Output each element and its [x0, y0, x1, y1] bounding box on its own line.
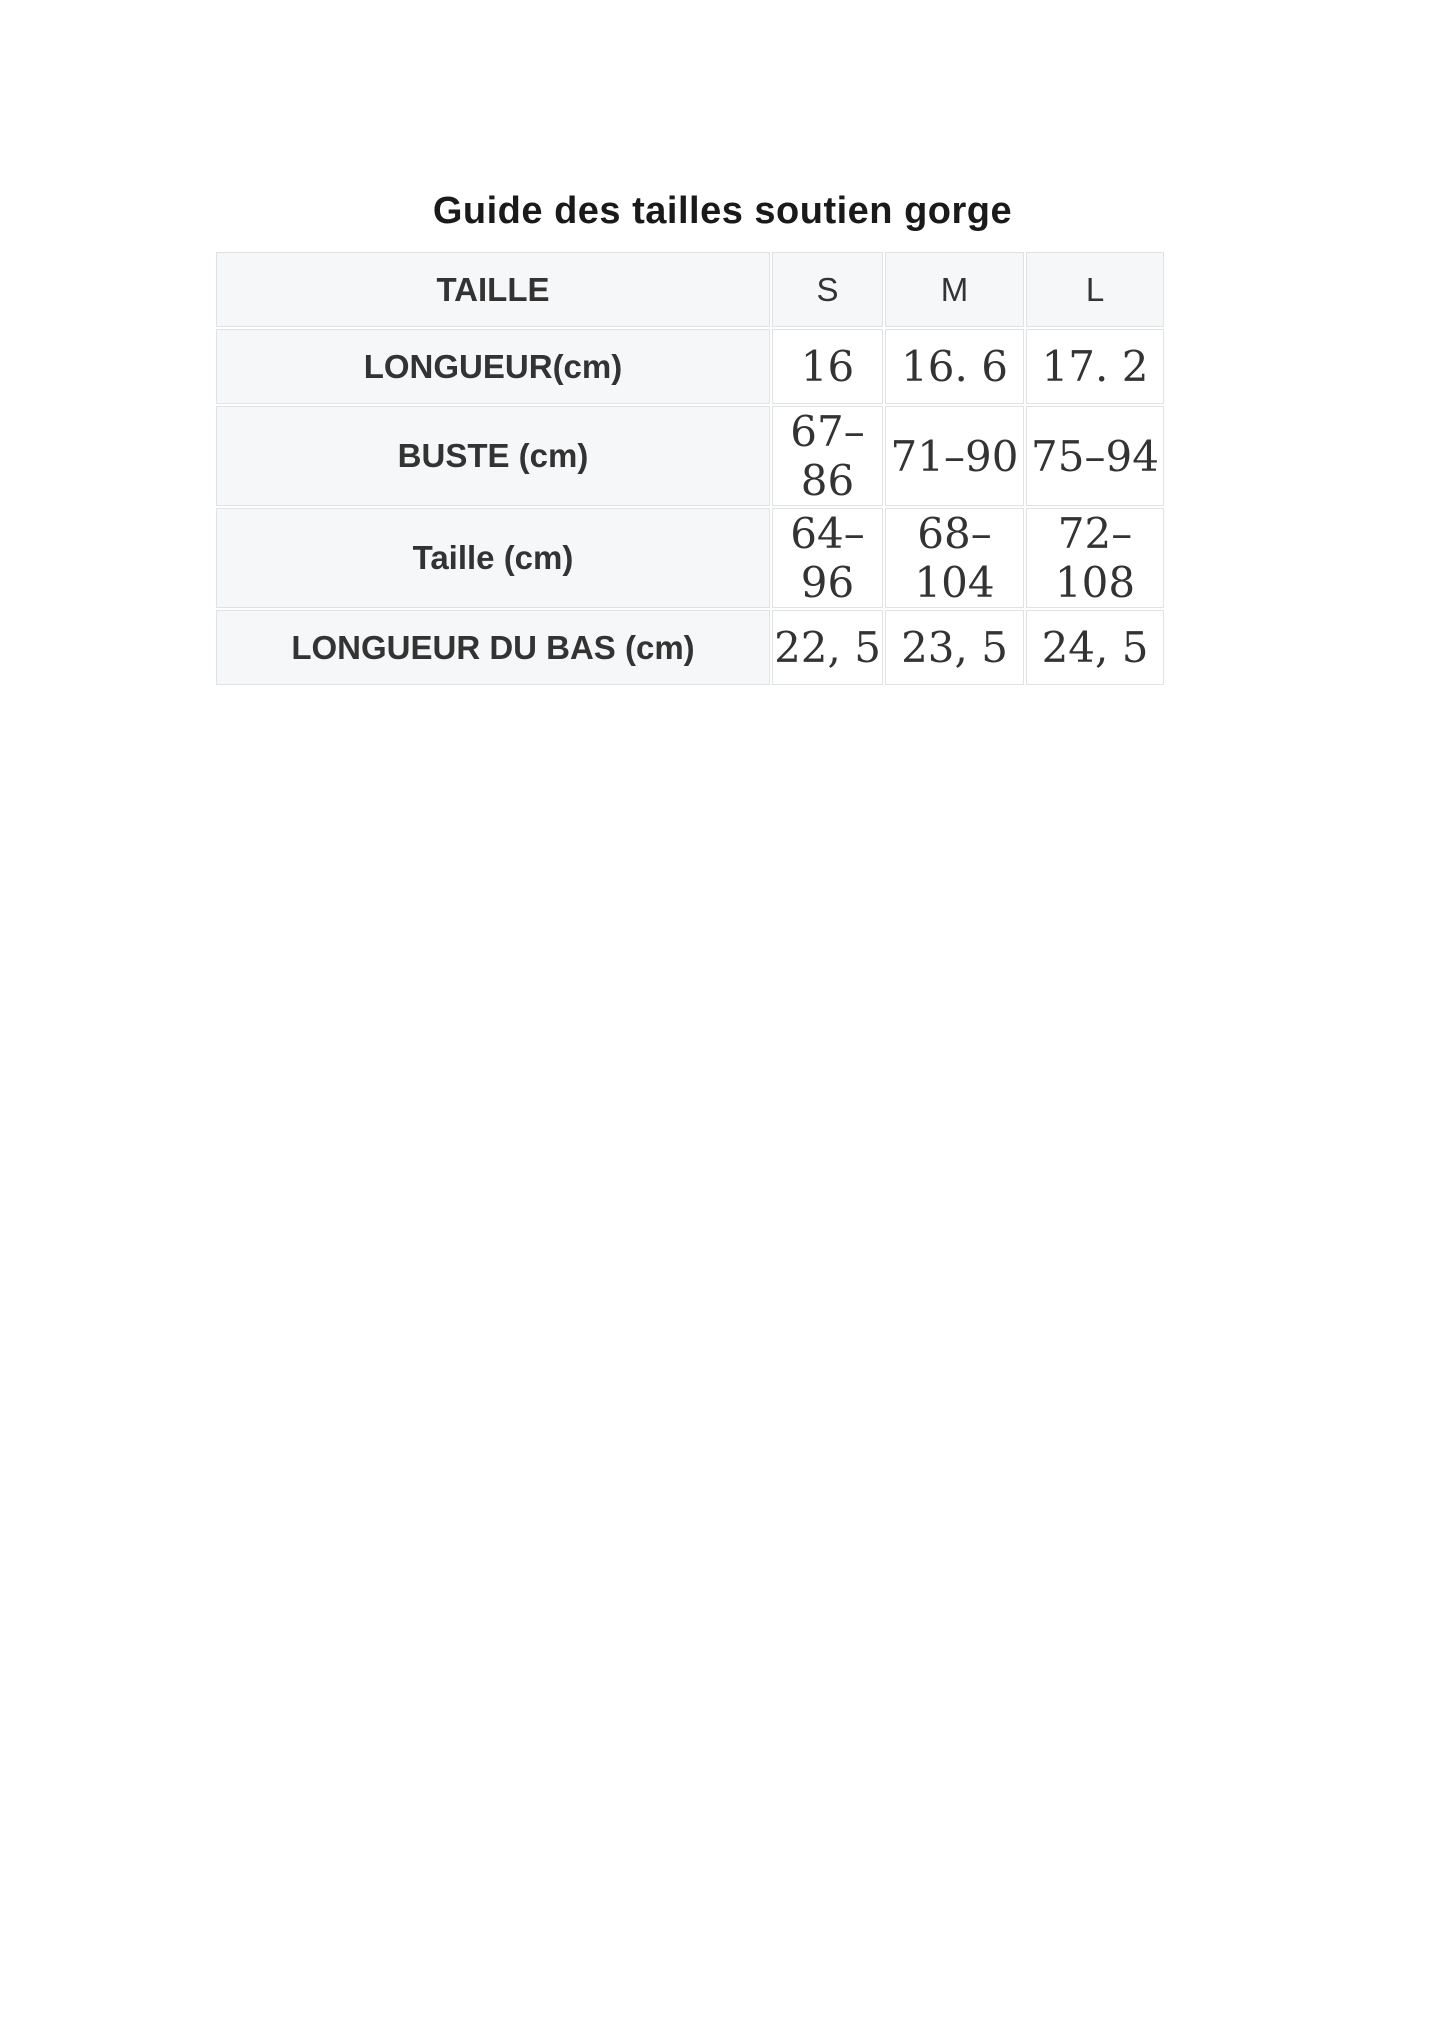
measurement-value: 64–96 [772, 508, 883, 608]
size-column-header-m: M [885, 252, 1024, 327]
measurement-value: 71–90 [885, 406, 1024, 506]
measurement-value: 16 [772, 329, 883, 404]
measurement-value: 67–86 [772, 406, 883, 506]
size-chart-header-row [216, 252, 1164, 327]
measurement-value: 75–94 [1026, 406, 1164, 506]
size-chart-row [216, 508, 1164, 608]
measurement-value: 24, 5 [1026, 610, 1164, 685]
measurement-value: 68–104 [885, 508, 1024, 608]
measurement-value: 72–108 [1026, 508, 1164, 608]
measurement-value: 17. 2 [1026, 329, 1164, 404]
size-column-header-l: L [1026, 252, 1164, 327]
measurement-label: Taille (cm) [216, 508, 770, 608]
measurement-value: 23, 5 [885, 610, 1024, 685]
size-chart-table [214, 250, 1166, 687]
size-column-header-s: S [772, 252, 883, 327]
size-chart-row [216, 329, 1164, 404]
measurement-label: BUSTE (cm) [216, 406, 770, 506]
size-chart-row [216, 406, 1164, 506]
measurement-label: LONGUEUR(cm) [216, 329, 770, 404]
size-chart-corner-header: TAILLE [216, 252, 770, 327]
size-guide-title: Guide des tailles soutien gorge [432, 190, 1013, 232]
measurement-label: LONGUEUR DU BAS (cm) [216, 610, 770, 685]
measurement-value: 22, 5 [772, 610, 883, 685]
measurement-value: 16. 6 [885, 329, 1024, 404]
size-chart-row [216, 610, 1164, 685]
